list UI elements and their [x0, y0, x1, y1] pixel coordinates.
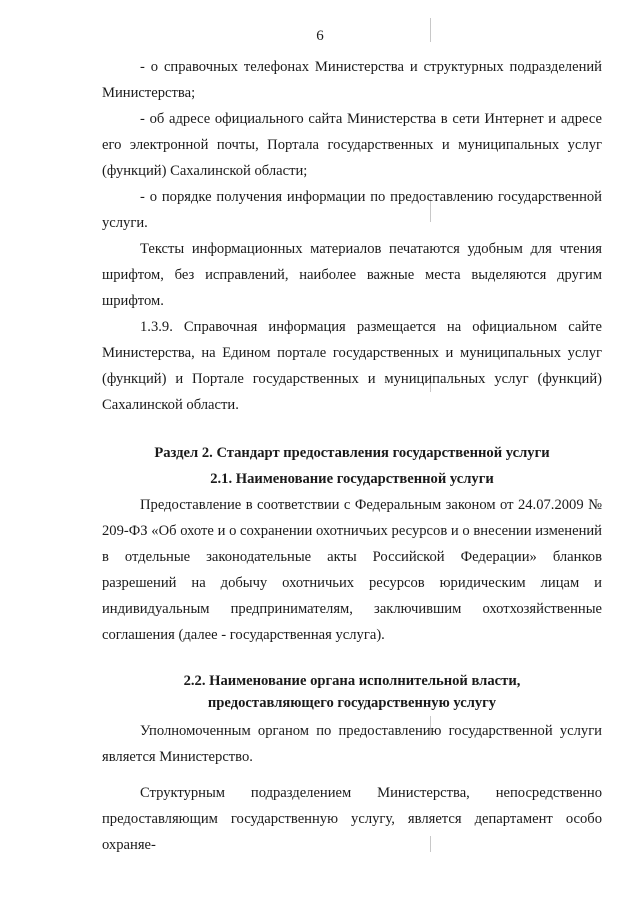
paragraph: - о справочных телефонах Министерства и структурных подразделений Министерства; — [102, 59, 602, 101]
paragraph: Уполномоченным органом по предоставлению государственной услуги является Министерство. — [102, 723, 602, 765]
page-number: 6 — [316, 28, 324, 44]
scan-artifact-line — [430, 18, 431, 42]
section-heading: Раздел 2. Стандарт предоставления государственной услуги — [154, 445, 550, 461]
subsection-heading: 2.1. Наименование государственной услуги — [210, 471, 494, 487]
paragraph: - об адресе официального сайта Министерства в сети Интернет и адресе его электронной почты, Портала государственных и муниципальных услуг (функций) Сахалинской области; — [102, 111, 602, 179]
paragraph: 1.3.9. Справочная информация размещается на официальном сайте Министерства, на Едином портале государственных и муниципальных услуг (функций) и Портале государственных и муниципальных услуг (функций) Сахалинской области. — [102, 319, 602, 413]
subsection-heading: предоставляющего государственную услугу — [207, 695, 497, 711]
document-body — [102, 54, 602, 858]
paragraph: - о порядке получения информации по предоставлению государственной услуги. — [102, 189, 602, 231]
paragraph: Предоставление в соответствии с Федеральным законом от 24.07.2009 № 209-ФЗ «Об охоте и о сохранении охотничьих ресурсов и о внесении изменений в отдельные законодательные акты Российской Федерации» бланков разрешений на добычу охотничьих ресурсов юридическим лицам и индивидуальным предпринимателям, заключившим охотхозяйственные соглашения (далее - государственная услуга). — [102, 497, 602, 643]
paragraph: Структурным подразделением Министерства, непосредственно предоставляющим государственную услугу, является департамент особо охраняе- — [102, 785, 602, 853]
subsection-heading: 2.2. Наименование органа исполнительной власти, — [183, 673, 521, 689]
paragraph: Тексты информационных материалов печатаются удобным для чтения шрифтом, без исправлений, наиболее важные места выделяются другим шрифтом. — [102, 241, 602, 309]
